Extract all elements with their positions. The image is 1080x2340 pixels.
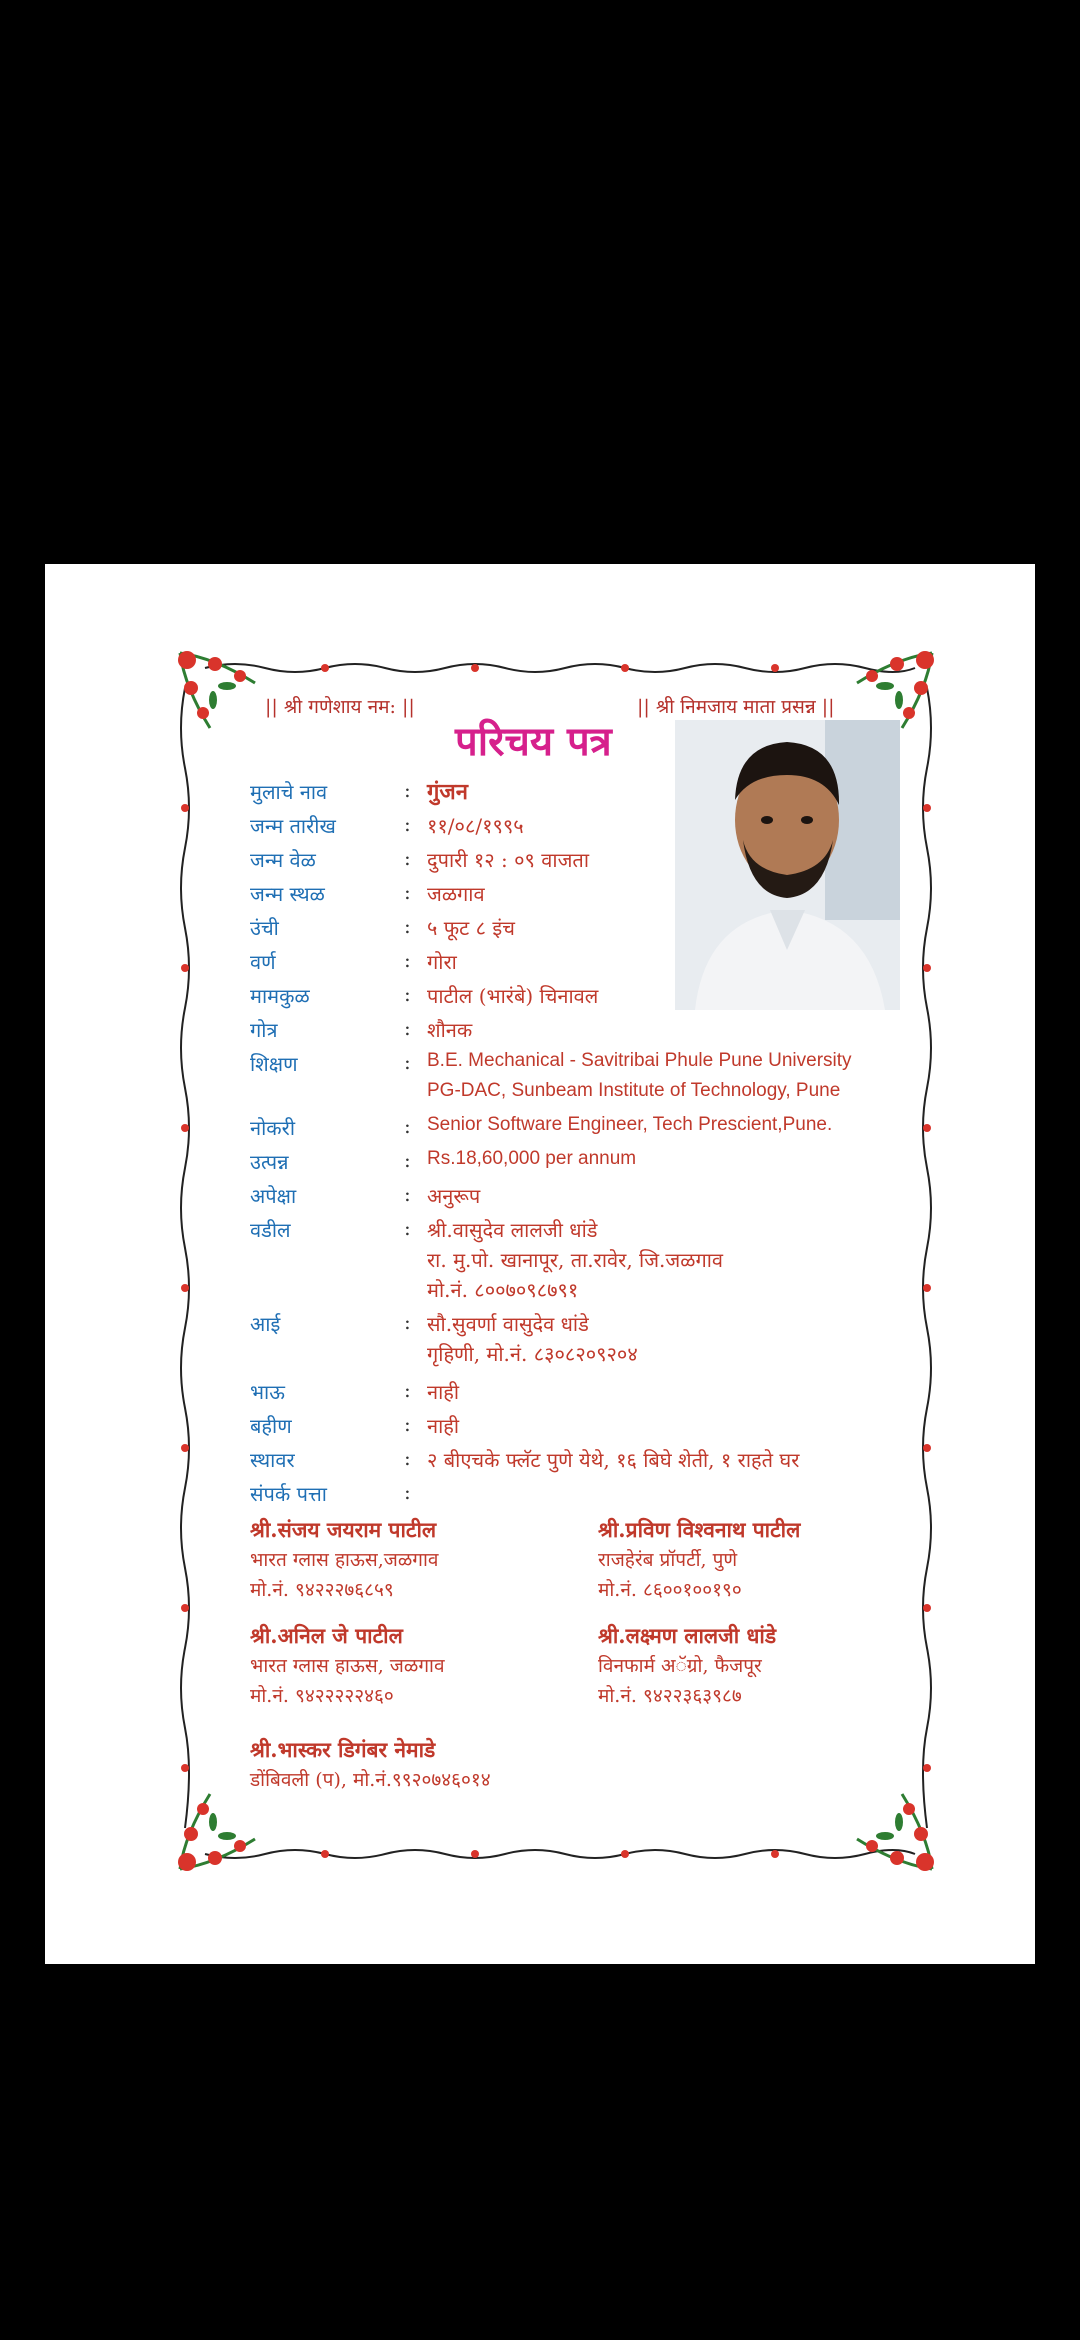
field-value: सौ.सुवर्णा वासुदेव धांडे bbox=[427, 1312, 589, 1336]
field-separator: : bbox=[404, 812, 411, 836]
field-separator: : bbox=[404, 1310, 411, 1334]
field-value: ५ फूट ८ इंच bbox=[427, 916, 515, 940]
contact-address: भारत ग्लास हाऊस, जळगाव bbox=[250, 1655, 445, 1677]
profile-photo bbox=[675, 720, 900, 1010]
field-label: जन्म वेळ bbox=[250, 848, 316, 872]
field-value: गुंजन bbox=[427, 779, 468, 805]
field-label: वडील bbox=[250, 1218, 291, 1242]
field-value: नाही bbox=[427, 1380, 460, 1404]
contact-phone: मो.नं. ९४२२२२२४६० bbox=[250, 1685, 394, 1707]
field-value: शौनक bbox=[427, 1018, 473, 1042]
field-label: नोकरी bbox=[250, 1116, 295, 1140]
contact-phone: मो.नं. ८६००१००१९० bbox=[598, 1579, 742, 1601]
field-label: अपेक्षा bbox=[250, 1184, 297, 1208]
field-value: B.E. Mechanical - Savitribai Phule Pune University bbox=[427, 1050, 852, 1071]
contact-name: श्री.अनिल जे पाटील bbox=[250, 1623, 403, 1648]
field-value: Senior Software Engineer, Tech Prescient,Pune. bbox=[427, 1114, 833, 1135]
field-label: आई bbox=[250, 1312, 281, 1336]
field-value: नाही bbox=[427, 1414, 460, 1438]
field-label: स्थावर bbox=[250, 1448, 295, 1472]
contact-address: विनफार्म अॅग्रो, फैजपूर bbox=[598, 1655, 762, 1677]
contact-name: श्री.संजय जयराम पाटील bbox=[250, 1517, 437, 1542]
field-value: Rs.18,60,000 per annum bbox=[427, 1148, 637, 1169]
field-value: जळगाव bbox=[427, 882, 485, 906]
field-separator: : bbox=[404, 982, 411, 1006]
field-label: संपर्क पत्ता bbox=[250, 1482, 327, 1506]
field-value: गृहिणी, मो.नं. ८३०८२०९२०४ bbox=[427, 1342, 638, 1366]
field-label: बहीण bbox=[250, 1414, 292, 1438]
field-value: PG-DAC, Sunbeam Institute of Technology, Pune bbox=[427, 1080, 841, 1101]
field-label: जन्म तारीख bbox=[250, 814, 336, 838]
field-value: मो.नं. ८००७०९८७९१ bbox=[427, 1278, 579, 1302]
field-separator: : bbox=[404, 1148, 411, 1172]
field-label: गोत्र bbox=[250, 1018, 278, 1042]
field-separator: : bbox=[404, 1412, 411, 1436]
contact-address: राजहेरंब प्रॉपर्टी, पुणे bbox=[598, 1549, 738, 1571]
field-value: पाटील (भारंबे) चिनावल bbox=[427, 984, 599, 1008]
field-separator: : bbox=[404, 1378, 411, 1402]
field-separator: : bbox=[404, 1216, 411, 1240]
field-separator: : bbox=[404, 948, 411, 972]
contact-name: श्री.लक्ष्मण लालजी धांडे bbox=[598, 1623, 777, 1648]
field-value: श्री.वासुदेव लालजी धांडे bbox=[427, 1218, 598, 1242]
field-separator: : bbox=[404, 846, 411, 870]
field-separator: : bbox=[404, 1446, 411, 1470]
field-label: उत्पन्न bbox=[250, 1150, 289, 1174]
field-separator: : bbox=[404, 1480, 411, 1504]
field-value: २ बीएचके फ्लॅट पुणे येथे, १६ बिघे शेती, १ राहते घर bbox=[427, 1448, 800, 1472]
contact-name: श्री.प्रविण विश्वनाथ पाटील bbox=[598, 1517, 801, 1542]
field-label: जन्म स्थळ bbox=[250, 882, 325, 906]
field-separator: : bbox=[404, 880, 411, 904]
field-value: रा. मु.पो. खानापूर, ता.रावेर, जि.जळगाव bbox=[427, 1248, 724, 1272]
field-value: गोरा bbox=[427, 950, 457, 974]
field-label: वर्ण bbox=[250, 950, 276, 974]
contact-phone: मो.नं. ९४२२३६३९८७ bbox=[598, 1685, 742, 1707]
page-title: परिचय पत्र bbox=[455, 718, 612, 765]
field-value: ११/०८/१९९५ bbox=[427, 814, 524, 838]
field-separator: : bbox=[404, 1016, 411, 1040]
floral-corner-icon bbox=[178, 651, 255, 728]
invocation-right: || श्री निमजाय माता प्रसन्न || bbox=[637, 696, 835, 718]
field-value: अनुरूप bbox=[427, 1184, 481, 1208]
field-value: दुपारी १२ : ०९ वाजता bbox=[427, 848, 590, 872]
contact-address: डोंबिवली (प), मो.नं.९९२०७४६०१४ bbox=[250, 1769, 491, 1791]
field-separator: : bbox=[404, 1050, 411, 1074]
field-separator: : bbox=[404, 1182, 411, 1206]
field-label: भाऊ bbox=[250, 1380, 285, 1404]
contact-name: श्री.भास्कर डिगंबर नेमाडे bbox=[250, 1737, 436, 1762]
field-label: मुलाचे नाव bbox=[250, 780, 328, 804]
field-separator: : bbox=[404, 914, 411, 938]
contact-phone: मो.नं. ९४२२२७६८५९ bbox=[250, 1579, 394, 1601]
field-label: उंची bbox=[250, 916, 279, 940]
contact-address: भारत ग्लास हाऊस,जळगाव bbox=[250, 1549, 439, 1571]
invocation-left: || श्री गणेशाय नम: || bbox=[265, 696, 415, 718]
field-separator: : bbox=[404, 778, 411, 802]
field-separator: : bbox=[404, 1114, 411, 1138]
field-label: मामकुळ bbox=[250, 984, 310, 1008]
field-label: शिक्षण bbox=[250, 1052, 298, 1076]
